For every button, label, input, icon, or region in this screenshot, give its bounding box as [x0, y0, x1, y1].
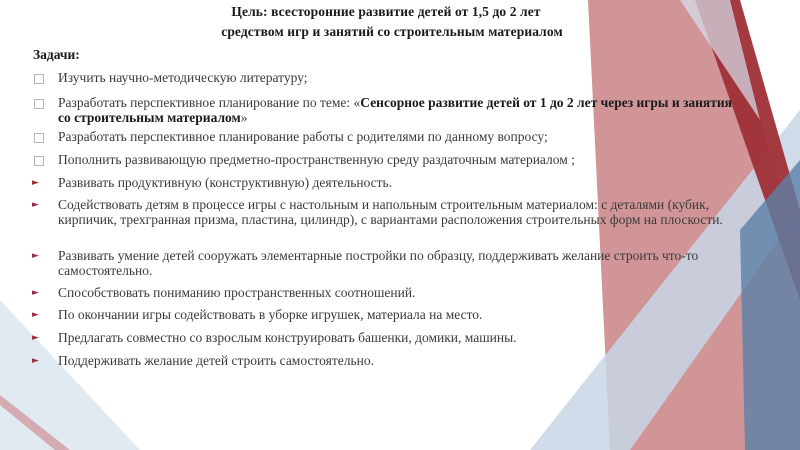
task-item: [58, 129, 748, 144]
arrow-bullet-icon: ►: [32, 288, 39, 298]
task-text-bold: Сенсорное развитие детей от 1 до 2 лет через игры и занятия со строительным материалом: [58, 95, 732, 125]
goal-item: [32, 197, 748, 227]
task-text: Изучить научно-методическую литературу;: [58, 70, 308, 85]
arrow-bullet-icon: ►: [32, 200, 39, 210]
task-text: Разработать перспективное планирование работы с родителями по данному вопросу;: [58, 129, 548, 144]
checkbox-bullet-icon: [34, 99, 44, 109]
goal-item: [32, 175, 748, 190]
goal-item: [32, 248, 748, 278]
task-text-suffix: »: [240, 110, 248, 125]
goal-text: Содействовать детям в процессе игры с настольным и напольным строительным материалом: с деталями (кубик, кирпичик, трехгранная призма, пластина, цилиндр), с вариантами расположения строительных форм на плоскости.: [58, 197, 723, 227]
arrow-bullet-icon: ►: [32, 356, 39, 366]
goal-text: Развивать умение детей сооружать элементарные постройки по образцу, поддерживать желание строить что-то самостоятельно.: [58, 248, 699, 278]
goal-item: [32, 307, 748, 322]
goal-item: [32, 330, 748, 345]
checkbox-bullet-icon: [34, 74, 44, 84]
arrow-bullet-icon: ►: [32, 178, 39, 188]
task-item: [58, 95, 748, 125]
goal-text: Способствовать пониманию пространственных соотношений.: [58, 285, 416, 300]
task-text: Пополнить развивающую предметно-пространственную среду раздаточным материалом ;: [58, 152, 575, 167]
goal-item: [32, 353, 748, 368]
arrow-bullet-icon: ►: [32, 333, 39, 343]
goal-title-line-2: средством игр и занятий со строительным материалом: [221, 24, 563, 39]
arrow-bullet-icon: ►: [32, 251, 39, 261]
checkbox-bullet-icon: [34, 133, 44, 143]
goal-text: По окончании игры содействовать в уборке игрушек, материала на место.: [58, 307, 483, 322]
task-item: [58, 70, 748, 85]
goal-text: Поддерживать желание детей строить самостоятельно.: [58, 353, 374, 368]
goal-title-line-1: Цель: всесторонние развитие детей от 1,5 до 2 лет: [231, 4, 541, 19]
arrow-bullet-icon: ►: [32, 310, 39, 320]
goal-text: Развивать продуктивную (конструктивную) деятельность.: [58, 175, 393, 190]
tasks-heading: Задачи:: [33, 47, 80, 62]
task-text-prefix: Разработать перспективное планирование по теме: «: [58, 95, 361, 110]
task-item: [58, 152, 748, 167]
goal-text: Предлагать совместно со взрослым конструировать башенки, домики, машины.: [58, 330, 517, 345]
goal-item: [32, 285, 748, 300]
checkbox-bullet-icon: [34, 156, 44, 166]
